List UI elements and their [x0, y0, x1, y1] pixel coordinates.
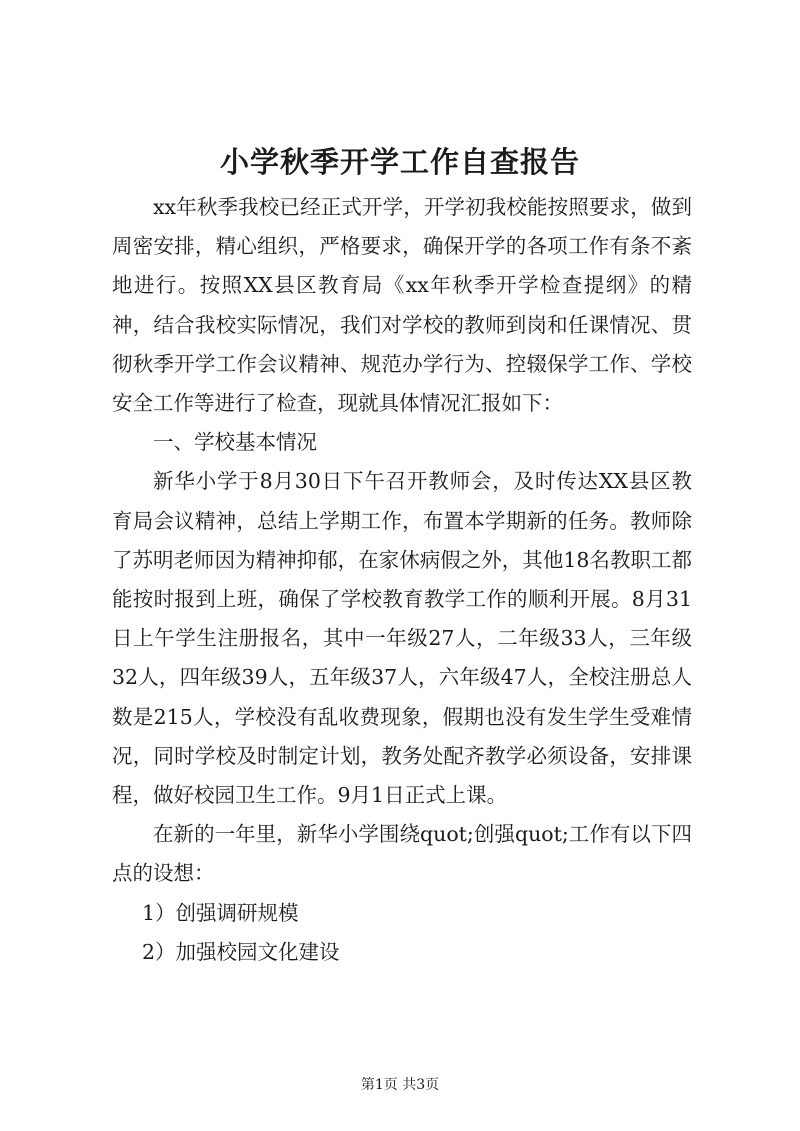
document-body — [112, 188, 692, 972]
basic-info-paragraph: 新华小学于8月30日下午召开教师会，及时传达XX县区教育局会议精神，总结上学期工作，布置本学期新的任务。教师除了苏明老师因为精神抑郁，在家休病假之外，其他18名教职工都能按时报到上班，确保了学校教育教学工作的顺利开展。8月31日上午学生注册报名，其中一年级27人，二年级33人，三年级32人，四年级39人，五年级37人，六年级47人，全校注册总人数是215人，学校没有乱收费现象，假期也没有发生学生受难情况，同时学校及时制定计划，教务处配齐教学必须设备，安排课程，做好校园卫生工作。9月1日正式上课。 — [112, 469, 692, 808]
list-item-2: 2）加强校园文化建设 — [142, 939, 340, 964]
intro-paragraph: xx年秋季我校已经正式开学，开学初我校能按照要求，做到周密安排，精心组织，严格要求，确保开学的各项工作有条不紊地进行。按照XX县区教育局《xx年秋季开学检查提纲》的精神，结合我校实际情况，我们对学校的教师到岗和任课情况、贯彻秋季开学工作会议精神、规范办学行为、控辍保学工作、学校安全工作等进行了检查，现就具体情况汇报如下： — [112, 195, 692, 416]
section-heading: 一、学校基本情况 — [153, 430, 317, 455]
page-footer: 第1页 共3页 — [360, 1077, 440, 1093]
plan-paragraph: 在新的一年里，新华小学围绕quot;创强quot;工作有以下四点的设想： — [112, 822, 692, 886]
document-title: 小学秋季开学工作自查报告 — [219, 145, 580, 179]
list-item-1: 1）创强调研规模 — [142, 900, 299, 925]
